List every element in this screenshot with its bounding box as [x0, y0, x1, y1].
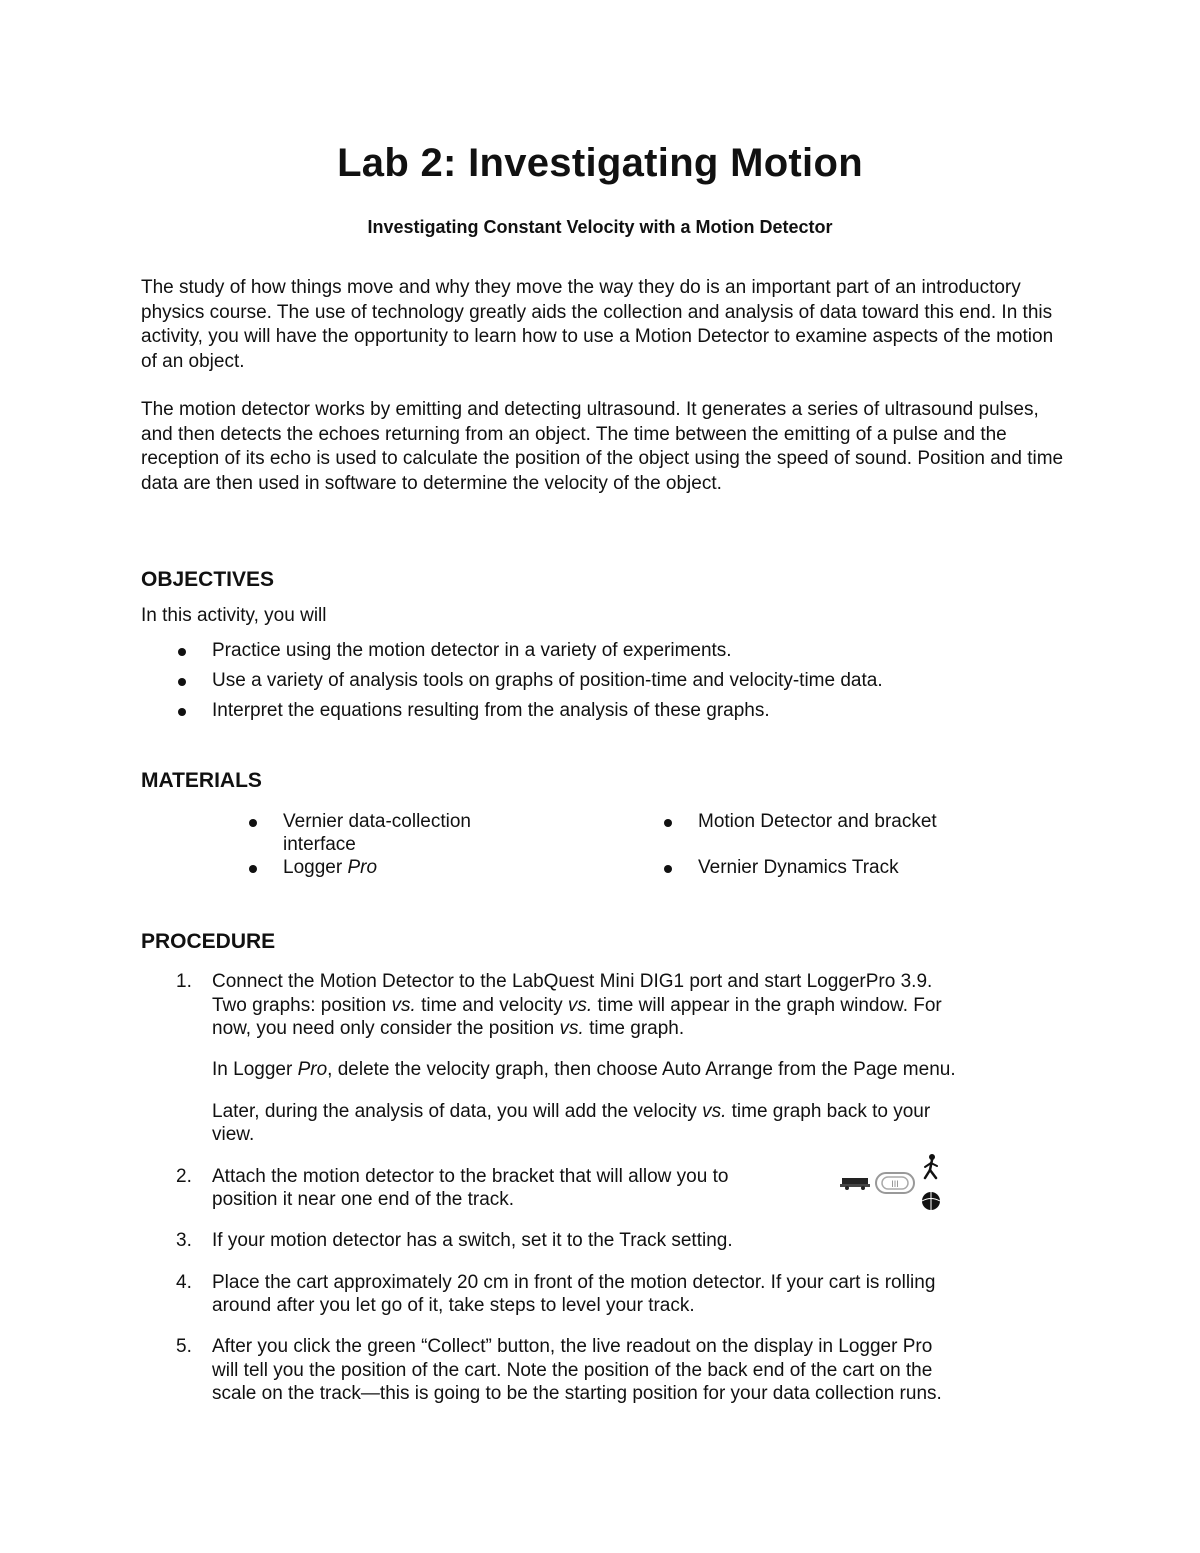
motion-detector-switch-illustration — [838, 1150, 948, 1216]
step-5-line-2: will tell you the position of the cart. Note the position of the back end of the cart on the — [212, 1360, 933, 1381]
bullet-icon — [249, 819, 257, 827]
objective-text: Practice using the motion detector in a variety of experiments. — [212, 640, 732, 661]
bullet-icon — [178, 708, 186, 716]
objective-text: Use a variety of analysis tools on graphs of position-time and velocity-time data. — [212, 670, 883, 691]
objective-text: Interpret the equations resulting from the analysis of these graphs. — [212, 700, 770, 721]
bullet-icon — [664, 865, 672, 873]
page-title: Lab 2: Investigating Motion — [337, 141, 863, 185]
bullet-icon — [178, 678, 186, 686]
step-1-sub-2-cont: view. — [212, 1124, 255, 1145]
bullet-icon — [664, 819, 672, 827]
bullet-icon — [178, 648, 186, 656]
material-text: Vernier Dynamics Track — [698, 857, 899, 878]
material-text: interface — [283, 834, 356, 855]
procedure-heading: PROCEDURE — [141, 930, 276, 953]
step-2-line-1: Attach the motion detector to the bracket that will allow you to — [212, 1166, 729, 1187]
step-5-line-3: scale on the track—this is going to be the starting position for your data collection runs. — [212, 1383, 942, 1404]
step-4-line-1: Place the cart approximately 20 cm in front of the motion detector. If your cart is rolling — [212, 1272, 936, 1293]
step-4-line-2: around after you let go of it, take steps to level your track. — [212, 1295, 695, 1316]
intro-paragraph-1: The study of how things move and why they move the way they do is an important part of an introductory physics course. The use of technology greatly aids the collection and analysis of data toward this end. In this activity, you will have the opportunity to learn how to use a Motion Detector to examine aspects of the motion of an object. — [141, 277, 1054, 372]
step-3-line-1: If your motion detector has a switch, set it to the Track setting. — [212, 1230, 733, 1251]
materials-heading: MATERIALS — [141, 769, 262, 792]
step-number: 4. — [176, 1272, 192, 1293]
page-subtitle: Investigating Constant Velocity with a Motion Detector — [367, 217, 833, 237]
bullet-icon — [249, 865, 257, 873]
step-number: 1. — [176, 971, 192, 992]
svg-text:III: III — [891, 1179, 899, 1189]
step-1-sub-2: Later, during the analysis of data, you will add the velocity vs. time graph back to your — [212, 1101, 931, 1122]
material-text: Motion Detector and bracket — [698, 811, 937, 832]
step-number: 5. — [176, 1336, 192, 1357]
step-1-line-3: now, you need only consider the position vs. time graph. — [212, 1018, 685, 1039]
step-number: 2. — [176, 1166, 192, 1187]
walker-icon — [925, 1154, 937, 1178]
switch-icon — [876, 1173, 914, 1193]
objectives-heading: OBJECTIVES — [141, 568, 275, 591]
step-1-line-1: Connect the Motion Detector to the LabQuest Mini DIG1 port and start LoggerPro 3.9. — [212, 971, 933, 992]
objectives-lead: In this activity, you will — [141, 605, 327, 626]
step-5-line-1: After you click the green “Collect” button, the live readout on the display in Logger Pro — [212, 1336, 933, 1357]
step-2-line-2: position it near one end of the track. — [212, 1189, 515, 1210]
material-text: Logger Pro — [283, 857, 378, 878]
step-1-sub-1: In Logger Pro, delete the velocity graph, then choose Auto Arrange from the Page menu. — [212, 1059, 956, 1080]
material-text: Vernier data-collection — [283, 811, 471, 832]
cart-icon — [840, 1178, 870, 1190]
step-1-line-2: Two graphs: position vs. time and velocity vs. time will appear in the graph window. For — [212, 995, 942, 1016]
ball-icon — [922, 1192, 940, 1210]
step-number: 3. — [176, 1230, 192, 1251]
intro-paragraph-2: The motion detector works by emitting and detecting ultrasound. It generates a series of ultrasound pulses, and then detects the echoes returning from an object. The time between the emitting of a pulse and the reception of its echo is used to calculate the position of the object using the speed of sound. Position and time data are then used in software to determine the velocity of the object. — [141, 399, 1064, 494]
